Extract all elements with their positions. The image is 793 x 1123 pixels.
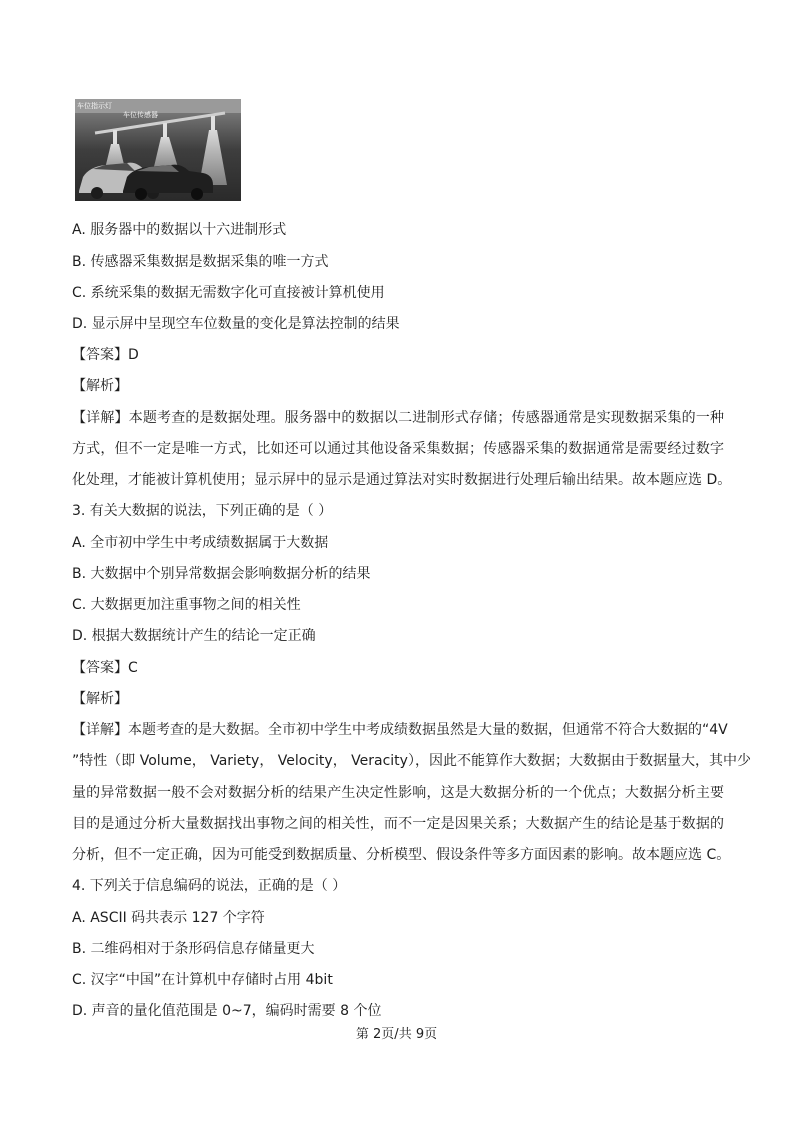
q4-stem: 4. 下列关于信息编码的说法，正确的是（ ） — [72, 878, 347, 894]
q3-detail-line-1: 【详解】本题考查的是大数据。全市初中学生中考成绩数据虽然是大量的数据，但通常不符合大数据的“4V — [72, 722, 728, 738]
label-indicator: 车位指示灯 — [77, 102, 112, 110]
q3-detail-line-4: 目的是通过分析大量数据找出事物之间的相关性，而不一定是因果关系；大数据产生的结论是基于数据的 — [72, 816, 724, 832]
q2-analysis-tag: 【解析】 — [72, 378, 128, 394]
q3-option-a: A. 全市初中学生中考成绩数据属于大数据 — [72, 535, 329, 551]
q4-option-b: B. 二维码相对于条形码信息存储量更大 — [72, 941, 315, 957]
q3-option-b: B. 大数据中个别异常数据会影响数据分析的结果 — [72, 566, 371, 582]
q3-answer-value: C — [128, 660, 138, 676]
parking-figure — [75, 99, 241, 201]
q3-detail-line-2: ”特性（即 Volume， Variety， Velocity， Veracity），因此不能算作大数据；大数据由于数据量大，其中少 — [72, 753, 751, 769]
q2-detail-line-2: 方式，但不一定是唯一方式，比如还可以通过其他设备采集数据；传感器采集的数据通常是需要经过数字 — [72, 441, 724, 457]
q3-detail-line-3: 量的异常数据一般不会对数据分析的结果产生决定性影响，这是大数据分析的一个优点；大数据分析主要 — [72, 785, 724, 801]
q3-option-d: D. 根据大数据统计产生的结论一定正确 — [72, 628, 316, 644]
q2-detail-line-1: 【详解】本题考查的是数据处理。服务器中的数据以二进制形式存储；传感器通常是实现数据采集的一种 — [72, 410, 724, 426]
q2-detail-line-3: 化处理，才能被计算机使用；显示屏中的显示是通过算法对实时数据进行处理后输出结果。故本题应选 D。 — [72, 472, 732, 488]
q4-option-a: A. ASCII 码共表示 127 个字符 — [72, 910, 265, 926]
q2-answer-value: D — [128, 347, 139, 363]
q2-answer — [72, 345, 139, 365]
label-sensor: 车位传感器 — [123, 111, 158, 119]
q2-answer-tag: 【答案】 — [72, 347, 128, 363]
page-number: 第 2页/共 9页 — [355, 1027, 438, 1042]
q3-stem: 3. 有关大数据的说法，下列正确的是（ ） — [72, 503, 333, 519]
q2-option-b: B. 传感器采集数据是数据采集的唯一方式 — [72, 254, 329, 270]
q3-analysis-tag: 【解析】 — [72, 691, 128, 707]
q2-option-c: C. 系统采集的数据无需数字化可直接被计算机使用 — [72, 285, 385, 301]
q4-option-c: C. 汉字“中国”在计算机中存储时占用 4bit — [72, 972, 333, 988]
parking-illustration — [75, 99, 241, 201]
q3-answer — [72, 658, 138, 678]
q2-option-d: D. 显示屏中呈现空车位数量的变化是算法控制的结果 — [72, 316, 400, 332]
q2-option-a: A. 服务器中的数据以十六进制形式 — [72, 222, 287, 238]
q3-option-c: C. 大数据更加注重事物之间的相关性 — [72, 597, 301, 613]
q3-detail-line-5: 分析，但不一定正确，因为可能受到数据质量、分析模型、假设条件等多方面因素的影响。故本题应选 C。 — [72, 847, 731, 863]
q3-answer-tag: 【答案】 — [72, 660, 128, 676]
q4-option-d: D. 声音的量化值范围是 0~7，编码时需要 8 个位 — [72, 1003, 382, 1019]
